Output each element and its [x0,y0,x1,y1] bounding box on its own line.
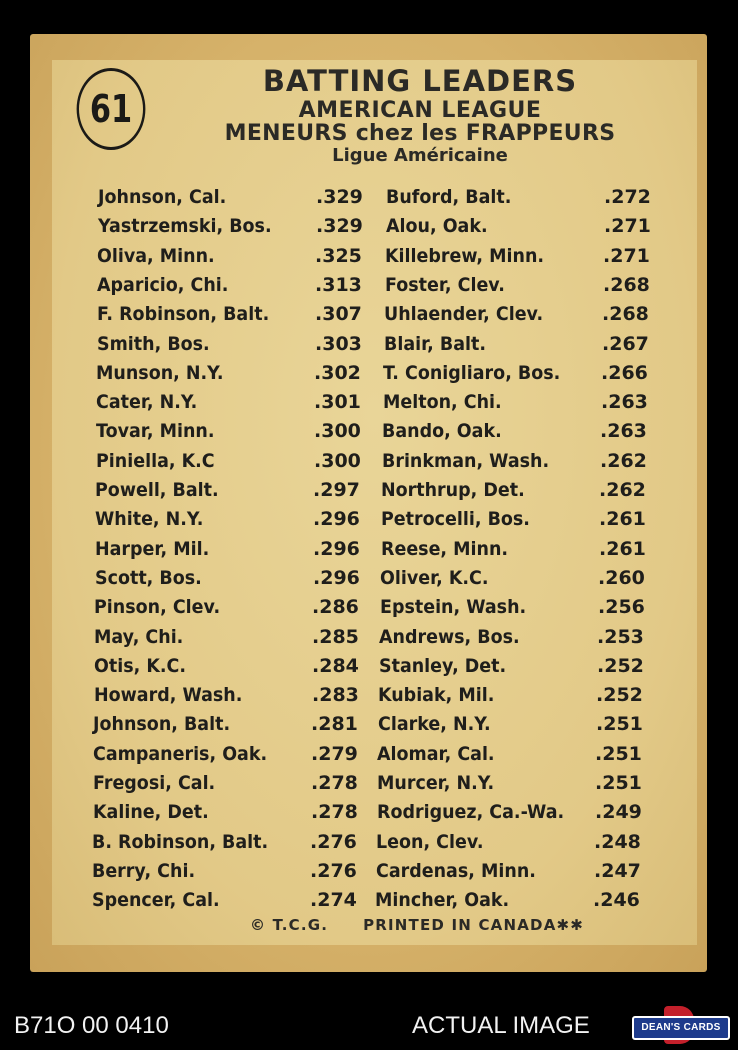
player-name: Harper, Mil. [95,537,210,560]
player-name: Oliver, K.C. [380,566,489,589]
player-name: Brinkman, Wash. [382,449,550,472]
batting-average: .248 [594,830,641,853]
batting-average: .252 [596,684,643,707]
player-name: Johnson, Balt. [93,713,231,736]
batting-average: .263 [601,391,648,414]
batting-average: .252 [597,654,644,677]
player-name: Pinson, Clev. [94,596,221,619]
player-name: Blair, Balt. [384,332,486,355]
batting-average: .283 [312,684,359,707]
batting-average: .285 [312,625,359,648]
player-name: Spencer, Cal. [92,889,220,912]
player-name: Smith, Bos. [97,332,210,355]
batting-average: .276 [310,859,357,882]
player-name: Andrews, Bos. [379,625,520,648]
inventory-code: B71O 00 0410 [14,1012,169,1039]
league-title-french: Ligue Américaine [332,145,508,166]
batting-average: .260 [598,566,645,589]
batting-average: .253 [597,625,644,648]
batting-average: .279 [311,742,358,765]
batting-average: .297 [313,479,360,501]
batting-average: .296 [313,566,360,589]
league-title: AMERICAN LEAGUE [298,98,542,123]
batting-average: .271 [603,244,650,267]
player-name: Johnson, Cal. [98,186,227,208]
player-name: White, N.Y. [95,508,204,531]
batting-average: .262 [599,479,646,501]
player-name: Otis, K.C. [94,654,186,677]
batting-average: .262 [600,449,647,472]
player-name: Alou, Oak. [386,215,488,238]
player-name: Kaline, Det. [93,801,209,824]
batting-average: .251 [596,713,643,736]
player-name: Clarke, N.Y. [378,713,491,736]
batting-average: .249 [595,801,642,824]
player-name: Epstein, Wash. [380,596,527,619]
player-name: Mincher, Oak. [375,889,510,912]
player-name: Stanley, Det. [379,654,507,677]
batting-average: .301 [314,391,361,414]
player-name: Munson, N.Y. [96,361,224,384]
card-title: BATTING LEADERS [262,64,578,98]
player-name: Northrup, Det. [381,479,525,501]
batting-average: .296 [313,537,360,560]
player-name: Murcer, N.Y. [377,772,495,794]
batting-average: .307 [315,303,362,326]
batting-average: .268 [602,303,649,326]
player-name: Uhlaender, Clev. [384,303,544,326]
logo-text: DEAN'S CARDS [632,1016,730,1040]
player-name: Petrocelli, Bos. [381,508,530,531]
player-name: Buford, Balt. [386,186,512,208]
batting-average: .325 [315,244,362,267]
batting-average: .274 [310,889,357,912]
player-name: Piniella, K.C [96,449,215,472]
batting-average: .286 [312,596,359,619]
batting-average: .276 [310,830,357,853]
batting-average: .247 [594,859,641,882]
player-name: Bando, Oak. [382,420,502,443]
card-title-french: MENEURS chez les FRAPPEURS [224,121,616,146]
batting-average: .251 [595,772,642,794]
batting-average: .284 [312,654,359,677]
batting-average: .271 [604,215,651,238]
batting-average: .302 [314,361,361,384]
batting-average: .313 [315,273,362,296]
player-name: Oliva, Minn. [97,244,215,267]
batting-average: .266 [601,361,648,384]
player-name: Reese, Minn. [381,537,509,560]
batting-average: .251 [595,742,642,765]
batting-average: .263 [600,420,647,443]
batting-average: .268 [603,273,650,296]
batting-average: .256 [598,596,645,619]
player-name: Powell, Balt. [95,479,219,501]
batting-average: .272 [604,186,651,208]
player-name: B. Robinson, Balt. [92,830,269,853]
player-name: Killebrew, Minn. [385,244,545,267]
card-number: 61 [77,68,146,150]
batting-average: .261 [599,537,646,560]
batting-average: .246 [593,889,640,912]
batting-average: .329 [316,215,363,238]
player-name: Berry, Chi. [92,859,196,882]
player-name: Campaneris, Oak. [93,742,268,765]
batting-average: .303 [315,332,362,355]
player-name: Yastrzemski, Bos. [98,215,272,238]
card-footer [250,916,650,934]
player-name: Alomar, Cal. [377,742,495,765]
batting-average: .281 [311,713,358,736]
player-name: Cater, N.Y. [96,391,198,414]
actual-image-label: ACTUAL IMAGE [412,1012,590,1039]
batting-average: .300 [314,449,361,472]
batting-average: .300 [314,420,361,443]
player-name: Scott, Bos. [95,566,202,589]
player-name: Kubiak, Mil. [378,684,495,707]
player-name: Aparicio, Chi. [97,273,229,296]
batting-average: .278 [311,801,358,824]
player-name: Cardenas, Minn. [376,859,536,882]
copyright-text: © T.C.G. [250,916,329,934]
batting-average: .267 [602,332,649,355]
batting-average: .261 [599,508,646,531]
batting-average: .278 [311,772,358,794]
player-name: Foster, Clev. [385,273,505,296]
player-name: Howard, Wash. [94,684,243,707]
player-name: F. Robinson, Balt. [97,303,270,326]
batting-average: .296 [313,508,360,531]
player-name: Fregosi, Cal. [93,772,216,794]
deans-cards-logo [632,1006,726,1044]
player-name: Leon, Clev. [376,830,484,853]
player-name: Rodriguez, Ca.-Wa. [377,801,565,824]
player-name: T. Conigliaro, Bos. [383,361,561,384]
player-name: Tovar, Minn. [96,420,215,443]
printed-in-text: PRINTED IN CANADA✱✱ [363,916,585,934]
player-name: Melton, Chi. [383,391,502,414]
player-name: May, Chi. [94,625,184,648]
batting-average: .329 [316,186,363,208]
